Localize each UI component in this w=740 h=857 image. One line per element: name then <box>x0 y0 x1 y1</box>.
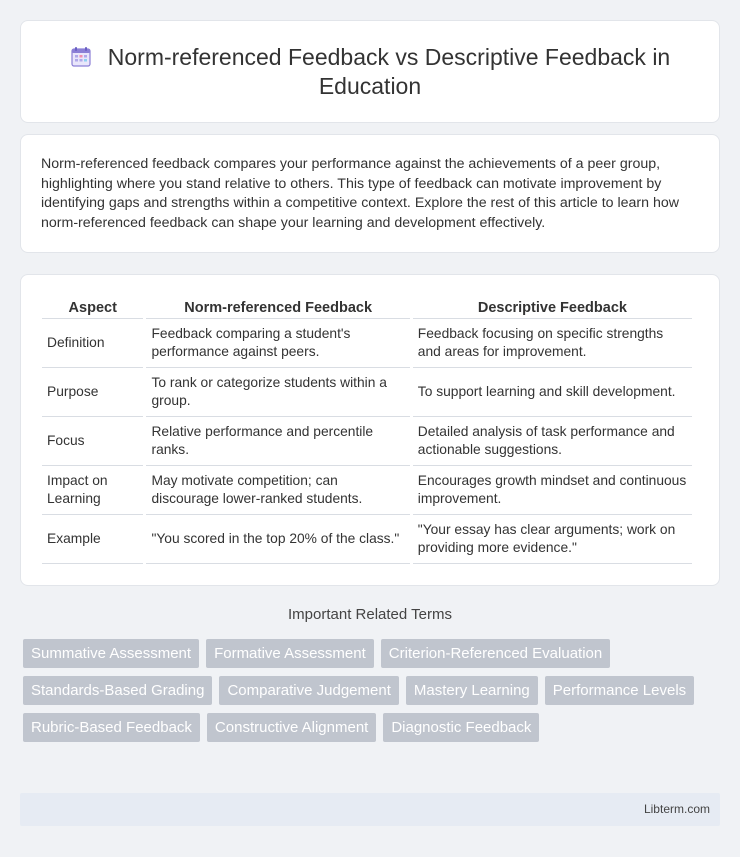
header-descriptive: Descriptive Feedback <box>413 295 692 319</box>
related-term-tag[interactable]: Criterion-Referenced Evaluation <box>381 639 610 668</box>
related-term-tag[interactable]: Comparative Judgement <box>219 676 398 705</box>
related-term-tag[interactable]: Mastery Learning <box>406 676 538 705</box>
row-norm: Relative performance and percentile ranks. <box>146 417 409 466</box>
row-norm: "You scored in the top 20% of the class." <box>146 515 409 564</box>
related-term-tag[interactable]: Standards-Based Grading <box>23 676 212 705</box>
related-term-tag[interactable]: Formative Assessment <box>206 639 374 668</box>
related-terms-title: Important Related Terms <box>288 606 452 623</box>
footer-brand-link[interactable]: Libterm.com <box>643 802 710 816</box>
related-terms-list <box>23 639 723 742</box>
page-title <box>51 43 689 101</box>
calendar-icon <box>70 46 92 68</box>
row-norm: May motivate competition; can discourage lower-ranked students. <box>146 466 409 515</box>
related-term-tag[interactable]: Rubric-Based Feedback <box>23 713 200 742</box>
related-term-tag[interactable]: Diagnostic Feedback <box>383 713 539 742</box>
row-descriptive: Feedback focusing on specific strengths and areas for improvement. <box>413 319 692 368</box>
row-descriptive: Encourages growth mindset and continuous improvement. <box>413 466 692 515</box>
table-row <box>42 466 692 515</box>
row-aspect: Impact on Learning <box>42 466 143 515</box>
page-title-text: Norm-referenced Feedback vs Descriptive Feedback in Education <box>107 43 671 99</box>
header-norm-referenced: Norm-referenced Feedback <box>146 295 409 319</box>
row-descriptive: "Your essay has clear arguments; work on providing more evidence." <box>413 515 692 564</box>
row-norm: Feedback comparing a student's performance against peers. <box>146 319 409 368</box>
title-card <box>20 20 720 123</box>
intro-card <box>20 134 720 253</box>
table-row <box>42 417 692 466</box>
table-row <box>42 515 692 564</box>
row-norm: To rank or categorize students within a group. <box>146 368 409 417</box>
intro-paragraph: Norm-referenced feedback compares your performance against the achievements of a peer group, highlighting where you stand relative to others. This type of feedback can motivate improvement by identifying gaps and strengths within a competitive context. Explore the rest of this article to learn how norm-referenced feedback can shape your learning and development effectively. <box>41 156 679 231</box>
comparison-table-card <box>20 274 720 586</box>
footer <box>20 793 720 826</box>
related-term-tag[interactable]: Constructive Alignment <box>207 713 376 742</box>
row-aspect: Definition <box>42 319 143 368</box>
table-row <box>42 319 692 368</box>
row-descriptive: To support learning and skill development. <box>413 368 692 417</box>
related-term-tag[interactable]: Summative Assessment <box>23 639 199 668</box>
row-aspect: Example <box>42 515 143 564</box>
row-aspect: Purpose <box>42 368 143 417</box>
table-header-row <box>42 295 692 319</box>
row-descriptive: Detailed analysis of task performance and actionable suggestions. <box>413 417 692 466</box>
header-aspect: Aspect <box>42 295 143 319</box>
related-term-tag[interactable]: Performance Levels <box>545 676 694 705</box>
comparison-table <box>39 295 695 564</box>
row-aspect: Focus <box>42 417 143 466</box>
table-row <box>42 368 692 417</box>
